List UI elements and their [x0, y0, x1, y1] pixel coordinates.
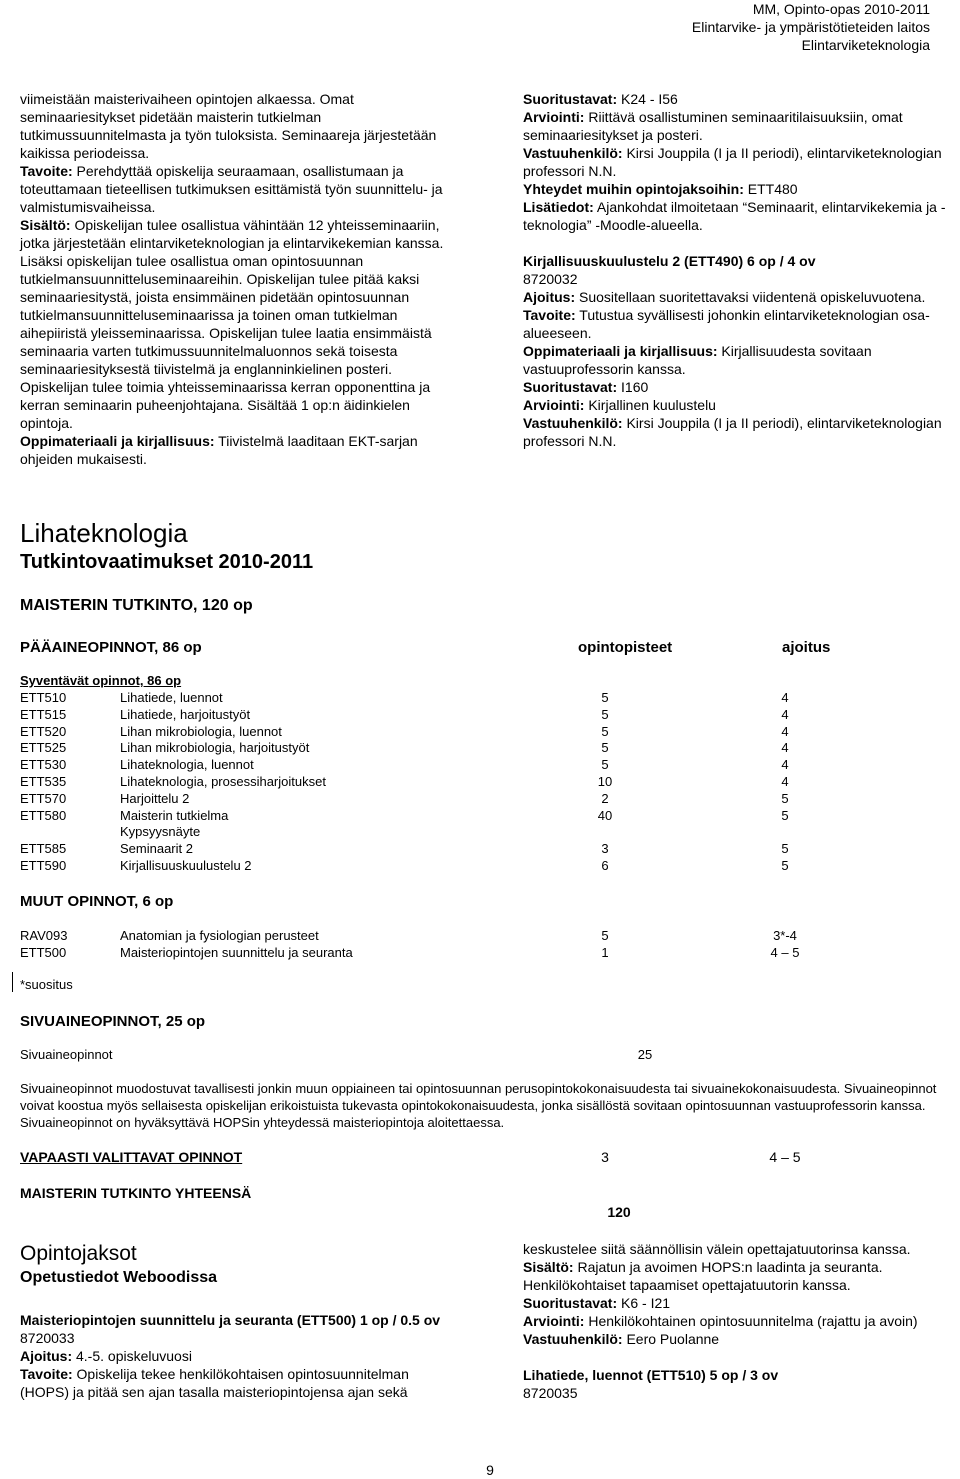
course-timing: 5 — [781, 807, 789, 823]
course-credits: 10 — [597, 774, 613, 789]
suoritustavat2-label: Suoritustavat: — [523, 379, 618, 395]
intro-text: viimeistään maisterivaiheen opintojen alkaessa. Omat seminaariesitykset pidetään maisterin tutkielman tutkimussuunnitelmasta ja työn tuloksista. Seminaareja järjestetään kaikissa periodeissa. — [20, 91, 437, 161]
course-name: Seminaarit 2 — [120, 841, 193, 857]
yhteydet-label: Yhteydet muihin opintojaksoihin: — [523, 181, 744, 197]
main-studies-heading: PÄÄAINEOPINNOT, 86 op — [20, 639, 202, 656]
vastuuhenkilo2-text: Kirsi Jouppila (I ja II periodi), elintarviketeknologian professori N.N. — [523, 415, 942, 449]
vastuuhenkilo2-label: Vastuuhenkilö: — [523, 415, 623, 431]
course-timing: 3*-4 — [773, 928, 797, 943]
table-row — [20, 773, 940, 790]
free-studies-row — [20, 1148, 940, 1165]
tavoite-paragraph — [20, 162, 460, 216]
course-code: ETT515 — [20, 706, 67, 722]
minor-studies-label: Sivuaineopinnot — [20, 1047, 113, 1062]
minor-studies-text: Sivuaineopinnot muodostuvat tavallisesti jonkin muun oppiaineen tai opintosuunnan perusopintokokonaisuudesta tai sivuainekokonaisuudesta. Sivuaineopinnot voivat koostua myös sellaisesta opiskelijan erikoistuista tukevasta opintokokonaisuudesta, jonka sisällöstä sovitaan opintosuunnan vastuuprofessorin kanssa. Sivuaineopinnot on hyväksyttävä HOPSin yhteydessä maisteriopintoja aloitettaessa. — [20, 1081, 937, 1130]
course-title-ett510: Lihatiede, luennot (ETT510) 5 op / 3 ov — [523, 1367, 779, 1383]
course-credits: 5 — [601, 757, 609, 773]
ajoitus3-label: Ajoitus: — [20, 1348, 73, 1364]
course-code: ETT530 — [20, 757, 67, 773]
header-line-2: Elintarvike- ja ympäristötieteiden laitos — [691, 19, 930, 35]
arviointi2-text: Kirjallinen kuulustelu — [588, 397, 716, 413]
header-line-3: Elintarviketeknologia — [801, 37, 930, 53]
course-code: ETT590 — [20, 858, 67, 873]
minor-studies-row — [20, 1046, 940, 1063]
header-line-1: MM, Opinto-opas 2010-2011 — [752, 1, 930, 17]
table-row — [20, 756, 940, 773]
course-name: Harjoittelu 2 — [120, 790, 190, 806]
courses-subtitle: Opetustiedot Weboodissa — [20, 1269, 218, 1286]
course-code: ETT500 — [20, 944, 67, 960]
course-name: Lihatiede, luennot — [120, 690, 223, 705]
suoritustavat2-text: I160 — [621, 379, 649, 395]
course-code: ETT510 — [20, 690, 67, 705]
sisalto-text: Opiskelijan tulee osallistua vähintään 12 yhteisseminaariin, jotka järjestetään elintarviketeknologian ja elintarvikekemian kanssa. Lisäksi opiskelijan tulee osallistua oman opintosuunnan tutkielmansuunnitteluseminaareihin. Opiskelijan tulee pitää kaksi seminaariesitystä, joista ensimmäinen pidetään opintosuunnan tutkielmansuunnitteluseminaarissa ja toinen oman tutkielman aihepiiristä yleisseminaarissa. Opiskelijan tulee laatia ensimmäistä seminaaria varten tutkimussuunnitelmaluonnos sekä toisesta seminaariesityksestä tiivistelmä ja englanninkielinen posteri. Opiskelijan tulee toimia yhteisseminaarissa kerran opponenttina ja kerran seminaarin puheenjohtajana. Sisältää 1 op:n äidinkielen opintoja. — [20, 217, 444, 431]
footnote: *suositus — [20, 977, 73, 992]
degree-total-credits: 120 — [607, 1204, 631, 1220]
lisatiedot-label: Lisätiedot: — [523, 199, 594, 215]
bottom-right-intro: keskustelee siitä säännöllisin välein opettajatuutorinsa kanssa. — [523, 1241, 911, 1257]
suoritustavat-text: K24 - I56 — [621, 91, 678, 107]
left-column — [20, 90, 460, 468]
table-row — [20, 944, 940, 961]
course-title-ett500: Maisteriopintojen suunnittelu ja seuranta (ETT500) 1 op / 0.5 ov — [20, 1312, 441, 1328]
course-timing: 4 — [781, 740, 789, 756]
suoritustavat4-label: Suoritustavat: — [523, 1295, 618, 1311]
oppimateriaali-text: Tiivistelmä laaditaan EKT-sarjan ohjeiden mukaisesti. — [20, 433, 418, 467]
table-row — [20, 823, 940, 840]
course-name: Maisterin tutkielma — [120, 807, 229, 823]
course-credits: 3 — [601, 841, 609, 857]
free-studies-credits: 3 — [601, 1149, 609, 1165]
vastuuhenkilo-text: Kirsi Jouppila (I ja II periodi), elintarviketeknologian professori N.N. — [523, 145, 942, 179]
course-code-ett490: 8720032 — [523, 271, 578, 287]
sisalto4-label: Sisältö: — [523, 1259, 574, 1275]
course-credits: 5 — [601, 928, 609, 943]
bottom-left-column — [20, 1311, 460, 1401]
course-title-ett490: Kirjallisuuskuulustelu 2 (ETT490) 6 op / 4 ov — [523, 253, 816, 269]
course-name: Maisteriopintojen suunnittelu ja seuranta — [120, 944, 353, 960]
course-credits: 2 — [601, 790, 609, 806]
course-timing: 4 — [781, 706, 789, 722]
table-row — [20, 807, 940, 824]
course-name: Lihan mikrobiologia, harjoitustyöt — [120, 740, 310, 756]
vastuuhenkilo4-text: Eero Puolanne — [626, 1331, 720, 1347]
other-studies-heading: MUUT OPINNOT, 6 op — [20, 893, 174, 910]
sisalto-paragraph — [20, 216, 460, 432]
course-code: ETT570 — [20, 790, 67, 806]
arviointi4-label: Arviointi: — [523, 1313, 585, 1329]
course-credits: 5 — [601, 706, 609, 722]
course-timing: 5 — [781, 790, 789, 806]
course-timing: 5 — [781, 858, 789, 873]
tavoite2-label: Tavoite: — [523, 307, 576, 323]
suoritustavat-label: Suoritustavat: — [523, 91, 618, 107]
free-studies-heading: VAPAASTI VALITTAVAT OPINNOT — [20, 1149, 243, 1165]
course-name: Lihateknologia, luennot — [120, 757, 254, 773]
section-subtitle: Tutkintovaatimukset 2010-2011 — [20, 551, 314, 573]
tavoite3-label: Tavoite: — [20, 1366, 73, 1382]
course-credits: 5 — [601, 690, 609, 705]
vastuuhenkilo-label: Vastuuhenkilö: — [523, 145, 623, 161]
course-timing: 4 — [781, 774, 789, 789]
course-timing: 4 — [781, 723, 789, 739]
tavoite-text: Perehdyttää opiskelija seuraamaan, osallistumaan ja toteuttamaan tieteellisen tutkimuksen esittämistä työn suunnittelu- ja valmistumisvaiheissa. — [20, 163, 443, 215]
suoritustavat4-text: K6 - I21 — [621, 1295, 671, 1311]
table-row — [20, 723, 940, 740]
arviointi-text: Riittävä osallistuminen seminaaritilaisuuksiin, omat seminaariesitykset ja posteri. — [523, 109, 903, 143]
oppimateriaali2-label: Oppimateriaali ja kirjallisuus: — [523, 343, 718, 359]
oppimateriaali2-text: Kirjallisuudesta sovitaan vastuuprofessorin kanssa. — [523, 343, 872, 377]
course-credits: 5 — [601, 740, 609, 756]
section-title: Lihateknologia — [20, 518, 188, 548]
course-code: ETT520 — [20, 723, 67, 739]
course-name: Lihatiede, harjoitustyöt — [120, 706, 251, 722]
course-name: Lihateknologia, prosessiharjoitukset — [120, 774, 326, 789]
course-credits: 5 — [601, 723, 609, 739]
table-row — [20, 739, 940, 756]
degree-total-heading: MAISTERIN TUTKINTO YHTEENSÄ — [20, 1185, 252, 1201]
course-timing: 4 — [781, 757, 789, 773]
advanced-studies-heading: Syventävät opinnot, 86 op — [20, 673, 182, 688]
arviointi-label: Arviointi: — [523, 109, 585, 125]
minor-studies-credits: 25 — [637, 1047, 653, 1062]
minor-studies-heading: SIVUAINEOPINNOT, 25 op — [20, 1013, 206, 1030]
table-row — [20, 857, 940, 874]
yhteydet-text: ETT480 — [747, 181, 798, 197]
course-timing: 4 — [781, 690, 789, 705]
course-code: ETT535 — [20, 774, 67, 789]
minor-studies-description — [20, 1080, 950, 1131]
course-name: Kirjallisuuskuulustelu 2 — [120, 858, 252, 873]
oppimateriaali-paragraph — [20, 432, 460, 468]
ajoitus-text: Suositellaan suoritettavaksi viidentenä opiskeluvuotena. — [579, 289, 926, 305]
lisatiedot-text: Ajankohdat ilmoitetaan “Seminaarit, elintarvikekemia ja -teknologia” -Moodle-alueella. — [523, 199, 946, 233]
column-header-timing: ajoitus — [782, 639, 831, 656]
sisalto-label: Sisältö: — [20, 217, 71, 233]
ajoitus3-text: 4.-5. opiskeluvuosi — [76, 1348, 192, 1364]
page-header — [692, 0, 930, 54]
course-code-ett500: 8720033 — [20, 1330, 75, 1346]
arviointi4-text: Henkilökohtainen opintosuunnitelma (rajattu ja avoin) — [588, 1313, 918, 1329]
bottom-right-column — [523, 1240, 955, 1402]
sisalto4-text: Rajatun ja avoimen HOPS:n laadinta ja seuranta. Henkilökohtaiset tapaamiset opettajatuutorin kanssa. — [523, 1259, 883, 1293]
oppimateriaali-label: Oppimateriaali ja kirjallisuus: — [20, 433, 215, 449]
course-code: RAV093 — [20, 928, 68, 943]
tavoite2-text: Tutustua syvällisesti johonkin elintarviketeknologian osa-alueeseen. — [523, 307, 930, 341]
vastuuhenkilo4-label: Vastuuhenkilö: — [523, 1331, 623, 1347]
course-timing: 4 – 5 — [770, 944, 800, 960]
course-timing: 5 — [781, 841, 789, 857]
course-code-ett510: 8720035 — [523, 1385, 578, 1401]
course-credits: 6 — [601, 858, 609, 873]
course-code: ETT525 — [20, 740, 67, 756]
course-code: ETT580 — [20, 807, 67, 823]
degree-heading: MAISTERIN TUTKINTO, 120 op — [20, 597, 253, 614]
tavoite3-text: Opiskelija tekee henkilökohtaisen opintosuunnitelman (HOPS) ja pitää sen ajan tasalla maisteriopintojensa ajan sekä — [20, 1366, 409, 1400]
free-studies-timing: 4 – 5 — [769, 1149, 801, 1165]
column-header-credits: opintopisteet — [578, 639, 673, 656]
course-name: Kypsyysnäyte — [120, 824, 201, 840]
course-credits: 1 — [601, 944, 609, 960]
table-row — [20, 706, 940, 723]
change-bar — [12, 972, 13, 992]
page-number: 9 — [486, 1462, 494, 1478]
course-code: ETT585 — [20, 841, 67, 857]
course-credits: 40 — [597, 807, 613, 823]
right-column — [523, 90, 953, 450]
course-name: Anatomian ja fysiologian perusteet — [120, 928, 319, 943]
courses-title: Opintojaksot — [20, 1242, 137, 1265]
table-row — [20, 790, 940, 807]
arviointi2-label: Arviointi: — [523, 397, 585, 413]
ajoitus-label: Ajoitus: — [523, 289, 576, 305]
course-name: Lihan mikrobiologia, luennot — [120, 723, 282, 739]
table-row — [20, 689, 940, 706]
table-row — [20, 927, 940, 944]
tavoite-label: Tavoite: — [20, 163, 73, 179]
table-row — [20, 840, 940, 857]
